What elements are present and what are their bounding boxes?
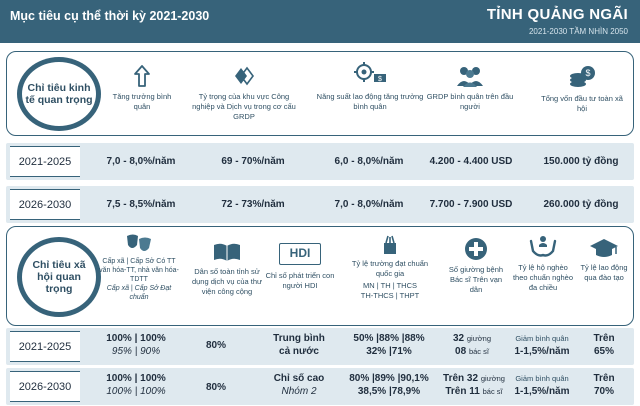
grdp-value: 4.200 - 4.400 USD bbox=[429, 156, 513, 167]
table-row bbox=[6, 328, 634, 365]
industry-share-value: 72 - 73%/năm bbox=[221, 199, 285, 210]
indicator-health: Số giường bệnh Bác sĩ Trên vạn dân bbox=[443, 237, 509, 295]
indicator-library: Dân số toàn tỉnh sử dụng dịch vụ của thư viện công cộng bbox=[187, 241, 267, 297]
economic-label-oval bbox=[17, 57, 101, 131]
economic-label: Chỉ tiêu kinh tế quan trọng bbox=[21, 61, 97, 127]
investment-value: 260.000 tỷ đồng bbox=[543, 199, 619, 210]
indicator-industry-share: Tỷ trọng của khu vực Công nghiệp và Dịch vụ trong cơ cấu GRDP bbox=[189, 64, 299, 122]
indicator-growth: Tăng trưởng bình quân bbox=[107, 64, 177, 112]
social-label-oval bbox=[17, 237, 101, 317]
page-title: Mục tiêu cụ thể thời kỳ 2021-2030 bbox=[10, 9, 210, 23]
year-label: 2026-2030 bbox=[10, 371, 80, 402]
schools-value: 80% |89% |90,1% 38,5% |78,9% bbox=[349, 373, 429, 397]
poverty-value: Giảm bình quân 1-1,5%/năm bbox=[514, 334, 570, 357]
indicator-poverty: Tỷ lệ hộ nghèo theo chuẩn nghèo đa chiều bbox=[511, 233, 575, 293]
hdi-badge-icon: HDI bbox=[279, 243, 321, 265]
year-label: 2026-2030 bbox=[10, 189, 80, 220]
health-value: Trên 32 giường Trên 11 bác sĩ bbox=[443, 373, 505, 397]
social-indicators-section bbox=[6, 226, 634, 326]
svg-text:$: $ bbox=[378, 76, 382, 83]
productivity-gear-icon bbox=[350, 60, 390, 88]
vision-period: 2021-2030 TẦM NHÌN 2050 bbox=[528, 27, 628, 36]
year-label: 2021-2025 bbox=[10, 331, 80, 362]
indicator-hdi: HDI Chỉ số phát triển con người HDI bbox=[265, 243, 335, 291]
open-book-icon bbox=[212, 241, 242, 263]
schools-value: 50% |88% |88% 32% |71% bbox=[353, 333, 425, 357]
layers-diamond-icon bbox=[229, 64, 259, 88]
productivity-value: 6,0 - 8,0%/năm bbox=[334, 156, 404, 167]
year-label: 2021-2025 bbox=[10, 146, 80, 177]
productivity-value: 7,0 - 8,0%/năm bbox=[334, 199, 404, 210]
arrow-up-icon bbox=[133, 64, 151, 88]
culture-value: 100% | 100% 95% | 90% bbox=[106, 333, 166, 357]
header-banner bbox=[0, 0, 640, 43]
health-value: 32 giường 08 bác sĩ bbox=[452, 333, 492, 357]
table-row bbox=[6, 186, 634, 223]
hands-care-icon bbox=[529, 233, 557, 259]
graduation-cap-icon bbox=[589, 237, 619, 259]
indicator-schools: Tỷ lệ trường đạt chuẩn quốc gia MN | TH | THCS TH-THCS | THPT bbox=[345, 235, 435, 301]
indicator-labor-training: Tỷ lệ lao động qua đào tạo bbox=[575, 237, 633, 283]
indicator-culture: Cấp xã | Cấp Sở Có TT văn hóa-TT, nhà văn hóa-TDTT Cấp xã | Cấp Sở Đạt chuẩn bbox=[99, 233, 179, 302]
table-row bbox=[6, 143, 634, 180]
indicator-productivity: $ Năng suất lao động tăng trưởng bình quân bbox=[315, 60, 425, 112]
medical-cross-icon bbox=[464, 237, 488, 261]
labor-training-value: Trên 70% bbox=[593, 373, 615, 397]
svg-text:$: $ bbox=[585, 68, 591, 78]
coin-stack-icon bbox=[567, 64, 597, 90]
province-name: TỈNH QUẢNG NGÃI bbox=[486, 6, 628, 23]
table-row bbox=[6, 368, 634, 405]
culture-value: 100% | 100% 100% | 100% bbox=[106, 373, 166, 397]
growth-value: 7,0 - 8,0%/năm bbox=[106, 156, 176, 167]
grdp-value: 7.700 - 7.900 USD bbox=[429, 199, 513, 210]
indicator-investment: $ Tổng vốn đầu tư toàn xã hội bbox=[537, 64, 627, 114]
social-label: Chỉ tiêu xã hội quan trọng bbox=[21, 241, 97, 313]
library-value: 80% bbox=[205, 340, 226, 351]
library-value: 80% bbox=[205, 382, 226, 393]
hdi-value: Chỉ số cao Nhóm 2 bbox=[273, 373, 325, 397]
school-supplies-icon bbox=[381, 235, 399, 255]
theater-masks-icon bbox=[125, 233, 153, 255]
investment-value: 150.000 tỷ đồng bbox=[543, 156, 619, 167]
economic-indicators-section bbox=[6, 51, 634, 136]
poverty-value: Giảm bình quân 1-1,5%/năm bbox=[514, 374, 570, 397]
people-group-icon bbox=[455, 64, 485, 88]
growth-value: 7,5 - 8,5%/năm bbox=[106, 199, 176, 210]
labor-training-value: Trên 65% bbox=[593, 333, 615, 357]
indicator-grdp: GRDP bình quân trên đầu người bbox=[425, 64, 515, 112]
industry-share-value: 69 - 70%/năm bbox=[221, 156, 285, 167]
hdi-value: Trung bình cả nước bbox=[273, 333, 325, 357]
